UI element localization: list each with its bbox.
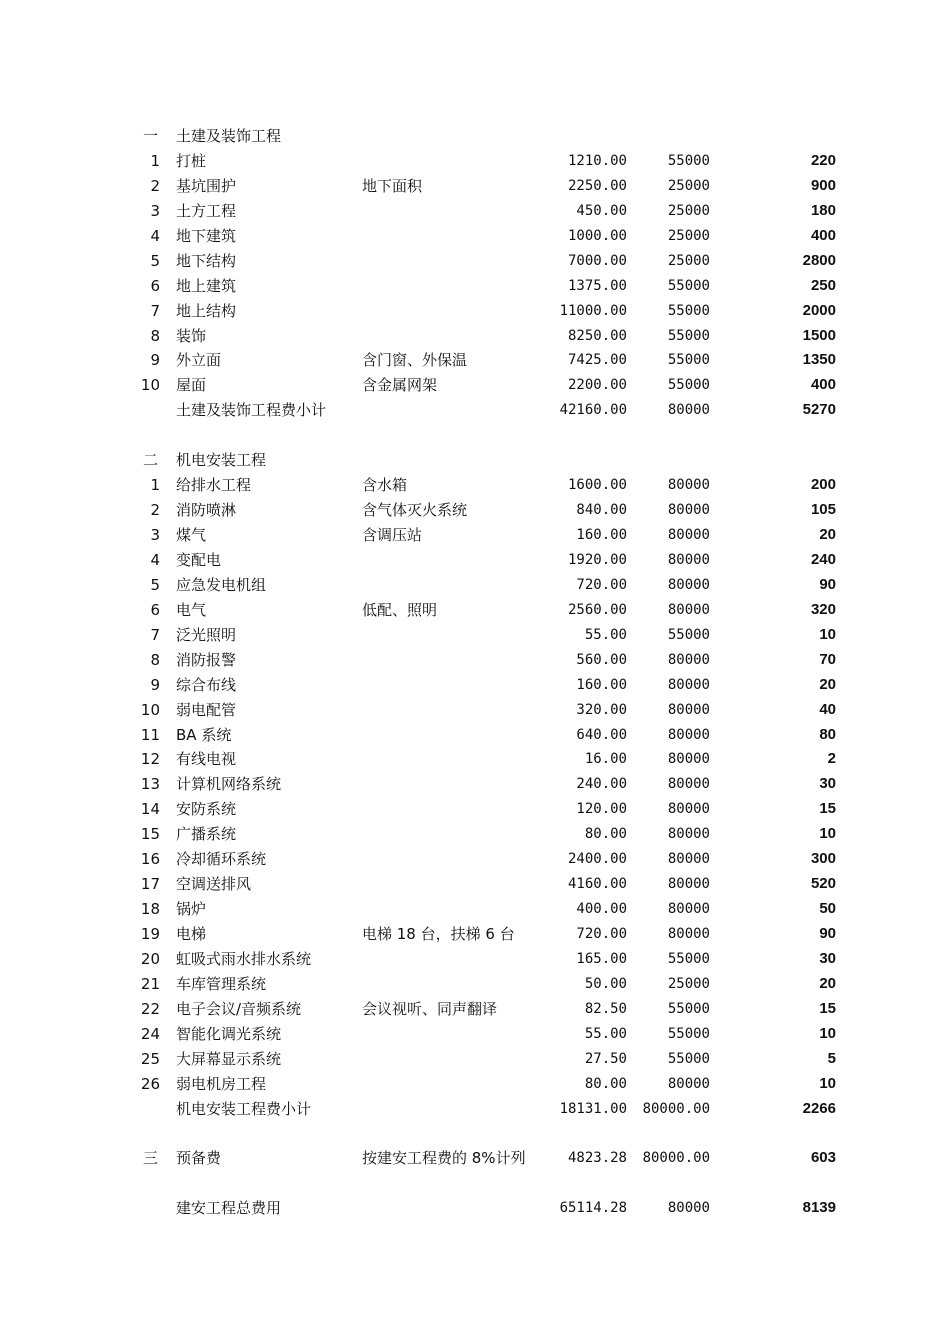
subtotal-row: [0, 1097, 950, 1122]
subtotal-label: 土建及装饰工程费小计: [176, 401, 327, 420]
item-quantity: 55.00: [584, 626, 627, 643]
item-total: 900: [810, 176, 836, 194]
section-number: 二: [143, 451, 159, 470]
spacer-row: [0, 423, 950, 448]
item-number: 20: [140, 949, 160, 968]
item-quantity: 27.50: [584, 1050, 627, 1067]
item-unit-price: 25000: [667, 252, 710, 269]
item-number: 5: [150, 251, 160, 270]
table-row: [0, 847, 950, 872]
table-row: [0, 498, 950, 523]
item-unit-price: 80000: [667, 876, 710, 893]
item-quantity: 160.00: [576, 676, 627, 693]
item-name: 空调送排风: [176, 875, 252, 894]
item-note: 地下面积: [362, 176, 423, 195]
item-unit-price: 80000: [667, 851, 710, 868]
item-total: 30: [819, 775, 836, 793]
item-total: 105: [810, 501, 836, 519]
item-quantity: 7425.00: [567, 352, 627, 369]
item-quantity: 55.00: [584, 1025, 627, 1042]
item-number: 3: [150, 201, 160, 220]
table-row: [0, 473, 950, 498]
item-name: 锅炉: [176, 900, 207, 919]
table-row: [0, 648, 950, 673]
item-total: 90: [819, 925, 836, 942]
table-row: [0, 199, 950, 224]
item-unit-price: 80000: [667, 1075, 710, 1092]
item-number: 4: [150, 226, 160, 245]
item-name: 屋面: [176, 376, 207, 395]
item-total: 2800: [802, 251, 836, 269]
item-number: 21: [140, 974, 160, 993]
item-name: 消防喷淋: [176, 501, 237, 520]
item-unit-price: 55000: [667, 152, 710, 169]
grand-total-label: 建安工程总费用: [176, 1199, 282, 1218]
item-name: 智能化调光系统: [176, 1024, 282, 1043]
item-note: 含气体灭火系统: [362, 501, 468, 520]
item-total: 10: [819, 1024, 836, 1042]
item-quantity: 320.00: [576, 701, 627, 718]
item-total: 15: [819, 800, 836, 818]
table-row: [0, 947, 950, 972]
item-quantity: 560.00: [576, 651, 627, 668]
table-row: [0, 324, 950, 349]
item-note: 电梯 18 台，扶梯 6 台: [362, 925, 515, 943]
item-total: 15: [819, 999, 836, 1017]
item-number: 11: [140, 725, 160, 744]
reserve-number: 三: [143, 1149, 159, 1168]
spacer-row: [0, 1171, 950, 1196]
subtotal-total: 2266: [802, 1099, 836, 1117]
item-quantity: 7000.00: [567, 252, 627, 269]
item-unit-price: 80000: [667, 651, 710, 668]
table-row: [0, 723, 950, 748]
table-row: [0, 598, 950, 623]
item-unit-price: 80000: [667, 826, 710, 843]
item-name: 安防系统: [176, 800, 237, 819]
table-row: [0, 797, 950, 822]
reserve-note: 按建安工程费的 8%计列: [362, 1149, 526, 1168]
item-name: 虹吸式雨水排水系统: [176, 949, 312, 968]
item-number: 10: [140, 376, 160, 395]
item-note: 含门窗、外保温: [362, 351, 468, 370]
item-unit-price: 80000: [667, 527, 710, 543]
item-number: 9: [150, 351, 160, 370]
item-name: 电子会议/音频系统: [176, 999, 302, 1018]
item-quantity: 1000.00: [567, 227, 627, 244]
subtotal-unit-price: 80000.00: [642, 1100, 710, 1117]
item-number: 14: [140, 800, 160, 819]
item-number: 2: [150, 501, 160, 520]
item-quantity: 50.00: [584, 975, 627, 992]
table-row: [0, 348, 950, 373]
item-total: 320: [810, 600, 836, 618]
item-number: 25: [140, 1049, 160, 1068]
item-unit-price: 55000: [667, 1000, 710, 1017]
item-total: 400: [810, 226, 836, 244]
table-row: [0, 523, 950, 548]
item-quantity: 165.00: [576, 950, 627, 967]
item-total: 2: [827, 750, 836, 768]
table-row: [0, 872, 950, 897]
item-name: 土方工程: [176, 201, 237, 220]
item-total: 20: [819, 974, 836, 992]
item-note: 含金属网架: [362, 376, 438, 395]
item-unit-price: 55000: [667, 1025, 710, 1042]
table-row: [0, 299, 950, 324]
item-quantity: 16.00: [584, 751, 627, 768]
item-quantity: 160.00: [576, 527, 627, 543]
table-row: [0, 149, 950, 174]
item-quantity: 120.00: [576, 801, 627, 818]
item-unit-price: 25000: [667, 202, 710, 219]
item-total: 5: [827, 1049, 836, 1067]
subtotal-quantity: 42160.00: [559, 402, 627, 419]
item-unit-price: 80000: [667, 477, 710, 494]
item-unit-price: 55000: [667, 302, 710, 319]
item-quantity: 640.00: [576, 726, 627, 743]
item-unit-price: 80000: [667, 676, 710, 693]
item-total: 20: [819, 526, 836, 543]
item-unit-price: 25000: [667, 975, 710, 992]
table-row: [0, 772, 950, 797]
item-quantity: 240.00: [576, 776, 627, 793]
reserve-total: 603: [810, 1149, 836, 1167]
subtotal-quantity: 18131.00: [559, 1100, 627, 1117]
table-row: [0, 1047, 950, 1072]
item-unit-price: 80000: [667, 751, 710, 768]
item-quantity: 11000.00: [559, 302, 627, 319]
item-name: 消防报警: [176, 650, 237, 669]
item-quantity: 1375.00: [567, 277, 627, 294]
table-row: [0, 1072, 950, 1097]
item-note: 含调压站: [362, 526, 423, 544]
table-row: [0, 972, 950, 997]
item-quantity: 4160.00: [567, 876, 627, 893]
item-name: 打桩: [176, 151, 207, 170]
cost-estimate-table: [0, 124, 950, 1221]
item-total: 10: [819, 825, 836, 843]
item-number: 8: [150, 650, 160, 669]
item-quantity: 80.00: [584, 826, 627, 843]
item-name: 弱电配管: [176, 700, 237, 719]
item-name: 基坑围护: [176, 176, 237, 195]
item-total: 90: [819, 575, 836, 593]
section-header-row: [0, 448, 950, 473]
item-number: 7: [150, 301, 160, 320]
item-quantity: 450.00: [576, 202, 627, 219]
item-number: 2: [150, 176, 160, 195]
section-title: 机电安装工程: [176, 451, 267, 470]
item-total: 70: [819, 650, 836, 668]
grand-total-unit-price: 80000: [667, 1200, 710, 1217]
item-total: 80: [819, 725, 836, 743]
item-number: 17: [140, 875, 160, 894]
item-total: 20: [819, 675, 836, 693]
item-name: 冷却循环系统: [176, 850, 267, 869]
item-number: 26: [140, 1074, 160, 1093]
item-total: 10: [819, 1074, 836, 1092]
item-unit-price: 25000: [667, 227, 710, 244]
item-total: 520: [810, 875, 836, 893]
item-unit-price: 25000: [667, 177, 710, 194]
item-unit-price: 80000: [667, 576, 710, 593]
item-name: 外立面: [176, 351, 222, 370]
item-name: 弱电机房工程: [176, 1074, 267, 1093]
reserve-quantity: 4823.28: [567, 1150, 627, 1167]
section-number: 一: [143, 127, 159, 145]
item-number: 22: [140, 999, 160, 1018]
item-name: 电梯: [176, 925, 207, 943]
item-total: 1350: [802, 351, 836, 369]
item-note: 会议视听、同声翻译: [362, 999, 498, 1018]
item-total: 250: [810, 276, 836, 294]
item-number: 10: [140, 700, 160, 719]
item-total: 240: [810, 550, 836, 568]
spacer-row: [0, 1122, 950, 1147]
reserve-row: [0, 1146, 950, 1171]
item-note: 低配、照明: [362, 600, 438, 619]
item-number: 12: [140, 750, 160, 769]
item-total: 50: [819, 900, 836, 918]
item-total: 40: [819, 700, 836, 718]
item-total: 1500: [802, 326, 836, 344]
item-name: 应急发电机组: [176, 575, 267, 594]
table-row: [0, 1022, 950, 1047]
item-quantity: 400.00: [576, 901, 627, 918]
item-unit-price: 55000: [667, 327, 710, 344]
item-unit-price: 80000: [667, 502, 710, 519]
item-number: 6: [150, 276, 160, 295]
subtotal-unit-price: 80000: [667, 402, 710, 419]
reserve-name: 预备费: [176, 1149, 222, 1168]
item-total: 220: [810, 151, 836, 169]
item-number: 13: [140, 775, 160, 794]
item-name: 有线电视: [176, 750, 237, 769]
grand-total-total: 8139: [802, 1199, 836, 1217]
subtotal-total: 5270: [802, 401, 836, 419]
item-name: 煤气: [176, 526, 207, 544]
item-quantity: 1210.00: [567, 152, 627, 169]
item-quantity: 720.00: [576, 576, 627, 593]
table-row: [0, 698, 950, 723]
item-number: 16: [140, 850, 160, 869]
item-quantity: 2200.00: [567, 377, 627, 394]
item-total: 300: [810, 850, 836, 868]
item-unit-price: 80000: [667, 776, 710, 793]
item-name: 大屏幕显示系统: [176, 1049, 282, 1068]
section-title: 土建及装饰工程: [176, 127, 282, 145]
table-row: [0, 822, 950, 847]
item-name: 地下建筑: [176, 226, 237, 245]
subtotal-row: [0, 398, 950, 423]
item-quantity: 2250.00: [567, 177, 627, 194]
item-quantity: 82.50: [584, 1000, 627, 1017]
item-quantity: 840.00: [576, 502, 627, 519]
item-number: 1: [150, 151, 160, 170]
item-number: 6: [150, 600, 160, 619]
item-quantity: 80.00: [584, 1075, 627, 1092]
item-name: 电气: [176, 600, 207, 619]
item-number: 4: [150, 550, 160, 569]
item-quantity: 2400.00: [567, 851, 627, 868]
table-row: [0, 573, 950, 598]
item-unit-price: 55000: [667, 377, 710, 394]
table-row: [0, 548, 950, 573]
item-unit-price: 55000: [667, 1050, 710, 1067]
item-quantity: 8250.00: [567, 327, 627, 344]
reserve-unit-price: 80000.00: [642, 1150, 710, 1167]
table-row: [0, 673, 950, 698]
item-total: 180: [810, 201, 836, 219]
item-number: 5: [150, 575, 160, 594]
item-number: 1: [150, 476, 160, 495]
table-row: [0, 274, 950, 299]
item-name: 给排水工程: [176, 476, 252, 495]
item-total: 200: [810, 476, 836, 494]
table-row: [0, 997, 950, 1022]
item-name: 变配电: [176, 550, 222, 569]
item-name: 综合布线: [176, 675, 237, 694]
table-row: [0, 249, 950, 274]
item-number: 18: [140, 900, 160, 919]
item-unit-price: 80000: [667, 701, 710, 718]
item-quantity: 1600.00: [567, 477, 627, 494]
item-number: 7: [150, 625, 160, 644]
table-row: [0, 747, 950, 772]
item-total: 400: [810, 376, 836, 394]
item-unit-price: 80000: [667, 601, 710, 618]
item-unit-price: 55000: [667, 277, 710, 294]
item-name: 车库管理系统: [176, 974, 267, 993]
item-unit-price: 80000: [667, 901, 710, 918]
table-row: [0, 224, 950, 249]
item-total: 10: [819, 625, 836, 643]
item-unit-price: 55000: [667, 950, 710, 967]
item-number: 24: [140, 1024, 160, 1043]
item-name: 广播系统: [176, 825, 237, 844]
grand-total-row: [0, 1196, 950, 1221]
item-number: 15: [140, 825, 160, 844]
item-unit-price: 80000: [667, 726, 710, 743]
item-unit-price: 80000: [667, 801, 710, 818]
item-number: 8: [150, 326, 160, 345]
table-row: [0, 897, 950, 922]
item-quantity: 720.00: [576, 926, 627, 942]
subtotal-label: 机电安装工程费小计: [176, 1099, 312, 1118]
item-note: 含水箱: [362, 476, 408, 495]
item-unit-price: 55000: [667, 352, 710, 369]
item-total: 2000: [802, 301, 836, 319]
item-quantity: 2560.00: [567, 601, 627, 618]
table-row: [0, 623, 950, 648]
item-name: 地上结构: [176, 301, 237, 320]
item-quantity: 1920.00: [567, 551, 627, 568]
item-name: 计算机网络系统: [176, 775, 282, 794]
item-name: 装饰: [176, 326, 207, 345]
item-unit-price: 55000: [667, 626, 710, 643]
grand-total-quantity: 65114.28: [559, 1200, 627, 1217]
item-name: 地下结构: [176, 251, 237, 270]
table-row: [0, 373, 950, 398]
item-name: 地上建筑: [176, 276, 237, 295]
section-header-row: [0, 124, 950, 149]
item-number: 3: [150, 526, 160, 544]
item-name: 泛光照明: [176, 625, 237, 644]
table-row: [0, 174, 950, 199]
table-row: [0, 922, 950, 947]
item-unit-price: 80000: [667, 551, 710, 568]
item-name: BA 系统: [176, 725, 232, 744]
item-number: 19: [140, 925, 160, 943]
item-number: 9: [150, 675, 160, 694]
item-total: 30: [819, 949, 836, 967]
item-unit-price: 80000: [667, 926, 710, 942]
